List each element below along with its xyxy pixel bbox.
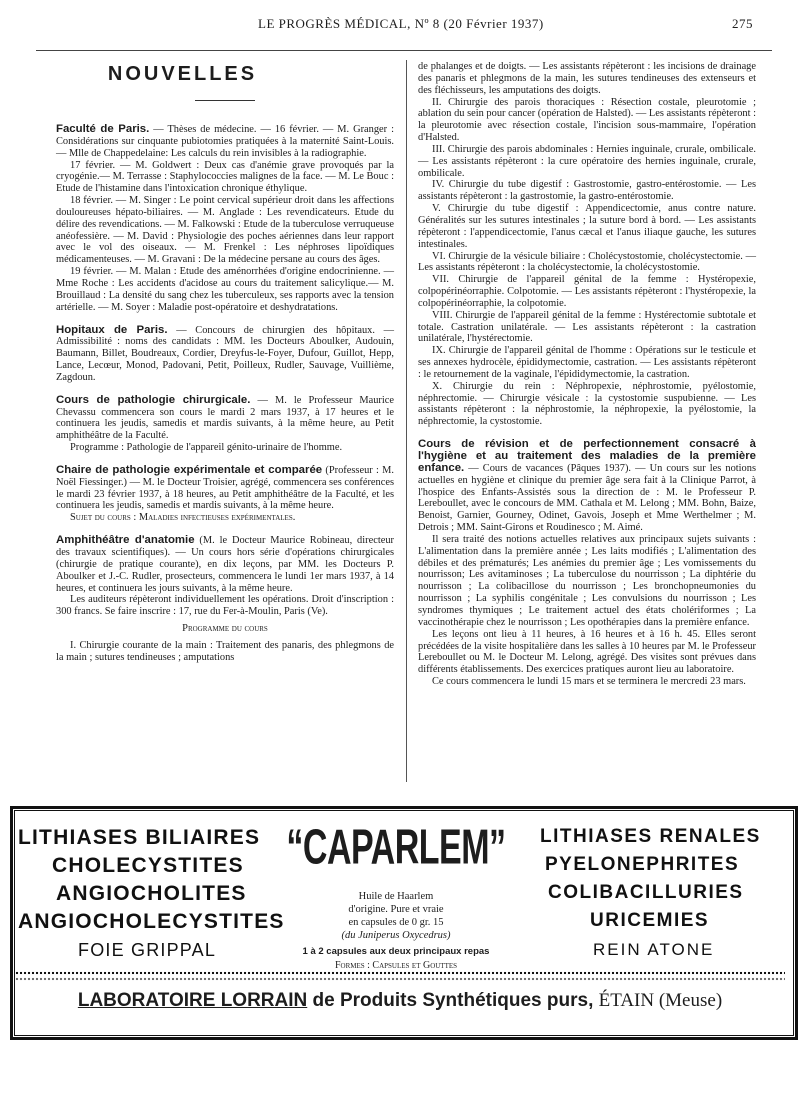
chaire-text: (Professeur : M. Noël Fiessinger.) — M. le Docteur Troisier, agrégé, commencera ses conférences le mardi 23 février 1937, à 18 heures, au Petit amphithéâtre de la Faculté, et les continuera les jeudis, samedis et mardis suivants, à la même heure. bbox=[56, 464, 395, 512]
programme-item: V. Chirurgie du tube digestif : Appendicectomie, anus contre nature. Généralités sur les sutures intestinales ; la suture bord à bord. — Les assistants répèteront : l'appendicectomie, l'anus cæcal et l'anus iliaque gauche, les sutures intestinales. bbox=[418, 203, 756, 250]
ad-left-line-5: FOIE GRIPPAL bbox=[78, 940, 217, 960]
revision-schedule: Les leçons ont lieu à 11 heures, à 16 heures et à 16 h. 45. Elles seront précédées de la visite hospitalière dans les salles à 10 heures par M. le Professeur Lereboullet ou M. le Docteur M. Lelong, agrégé. Des visites sont prévues dans différents établissements. Des exercices pratiques auront lieu au laboratoire. bbox=[418, 628, 756, 676]
ad-formes: Formes : Capsules et Gouttes bbox=[334, 960, 458, 971]
amphi-text: (M. le Docteur Maurice Robineau, directeur des travaux scientifiques). — Un cours hors série d'opérations chirurgicales (chirurgie de pratique courante), en dix leçons, par MM. les Docteurs P. Aboulker et J.-C. Rudler, prosecteurs, commencera le lundi 1er mars 1937, à 14 heures, et continuera les jours suivants, à la même heure. bbox=[56, 535, 394, 594]
chaire-paragraph bbox=[56, 465, 394, 512]
programme-item: III. Chirurgie des parois abdominales : Hernies inguinale, crurale, ombilicale. — Les assistants répèteront : la cure opératoire des hernies inguinale, crurale, ombilicale. bbox=[418, 143, 756, 179]
pathologie-paragraph bbox=[56, 395, 394, 442]
programme-item: VI. Chirurgie de la vésicule biliaire : Cholécystostomie, cholécystectomie. — Les assistants répèteront : la cholécystectomie, la cholécystostomie. bbox=[418, 250, 756, 274]
dotted-rule bbox=[15, 977, 785, 981]
lab-name: LABORATOIRE LORRAIN bbox=[77, 990, 308, 1011]
revision-heading: Cours de révision et de perfectionnement consacré à l'hygiène et au traitement des maladies de la première enfance. bbox=[418, 438, 756, 474]
brand-logo: “CAPARLEM” bbox=[286, 820, 506, 876]
revision-subjects: Il sera traité des notions actuelles relatives aux principaux sujets suivants : L'alimentation dans la première année ; Les laits modifiés ; L'alimentation des débiles et des prématurés; Les anémies du premier âge ; Les vomissements du nourrisson; Les avitaminoses ; La tuberculose du nourrisson ; La diphtérie du nourrisson ; La colibacillose du nourrisson ; Les bronchopneumonies du nourrisson ; La syphilis congénitale ; Les convulsions du nourrisson ; Les syndromes thymiques ; Le traitement actuel des états cholériformes ; La vaccinothérapie chez le nourrisson ; Les opothérapies dans la première enfance. bbox=[418, 533, 756, 628]
ad-right-line-3: COLIBACILLURIES bbox=[548, 882, 744, 903]
header-rule bbox=[36, 50, 772, 51]
hopitaux-heading: Hopitaux de Paris. bbox=[56, 323, 168, 336]
ad-right-line-4: URICEMIES bbox=[590, 910, 710, 931]
faculte-paragraph bbox=[56, 124, 394, 160]
faculte-19: 19 février. — M. Malan : Etude des aménorrhées d'origine endocrinienne. — Mme Roche : Les accidents d'acidose au cours du traitement salicylique.— M. Brouillaud : La densité du sang chez les tuberculeux, ses rapports avec la tension artérielle. — M. Soyer : Maladie post-opératoire et deshydratations. bbox=[56, 266, 394, 313]
amphi-auditeurs: Les auditeurs répèteront individuellement les opérations. Droit d'inscription : 300 francs. Se faire inscrire : 17, rue du Fer-à-Moulin, Paris (Ve). bbox=[56, 594, 394, 618]
hopitaux-text: — Concours de chirurgien des hôpitaux. — Admissibilité : noms des candidats : MM. les Docteurs Aboulker, Audouin, Baumann, Billet, Boudreaux, Cordier, Dreyfus-le-Foyer, Dufour, Guillot, Hepp, Lance, Lecœur, Monod, Padovani, Petit, Poilleux, Rudler, Sauvage, Vuillième, Zagdoun. bbox=[56, 324, 395, 383]
programme-item: IV. Chirurgie du tube digestif : Gastrostomie, gastro-entérostomie. — Les assistants répèteront : la gastrostomie, la gastro-entérostomie. bbox=[418, 179, 756, 203]
ad-desc-4: (du Juniperus Oxycedrus) bbox=[341, 930, 451, 941]
faculte-text: — Thèses de médecine. — 16 février. — M. Granger : Considérations sur cinquante pubiotomies pratiquées à la maternité Saint-Louis. — Mlle de Chappedelaine: Les calculs du rein invisibles à la radiographie. bbox=[56, 124, 394, 159]
lab-place: ÉTAIN (Meuse) bbox=[598, 990, 723, 1011]
revision-paragraph bbox=[418, 439, 756, 534]
ad-right-line-1: LITHIASES RENALES bbox=[540, 826, 761, 847]
laboratory-line bbox=[40, 990, 760, 1012]
ad-left-line-1: LITHIASES BILIAIRES bbox=[18, 826, 261, 849]
faculte-17: 17 février. — M. Goldwert : Deux cas d'anémie grave provoqués par la cryogénie.— M. Terrasse : Staphylococcies malignes de la face. — M. Le Bouc : Etude de l'histamine dans l'intoxication chronique éthylique. bbox=[56, 159, 394, 195]
programme-item: IX. Chirurgie de l'appareil génital de l'homme : Opérations sur le testicule et ses annexes hydrocèle, épididymectomie, castration. — Les assistants répèteront : le retournement de la vaginale, l'épididymectomie, la castration. bbox=[418, 345, 756, 380]
ad-right-line-2: PYELONEPHRITES bbox=[545, 854, 740, 875]
ad-desc-1: Huile de Haarlem bbox=[358, 891, 434, 902]
column-divider bbox=[406, 60, 407, 782]
ad-left-line-3: ANGIOCHOLITES bbox=[56, 882, 247, 905]
ad-left-line-2: CHOLECYSTITES bbox=[52, 854, 244, 877]
left-column bbox=[56, 124, 394, 664]
ad-right-line-5: REIN ATONE bbox=[593, 940, 715, 959]
programme-item: VII. Chirurgie de l'appareil génital de la femme : Hystéropexie, colpopérinéorraphie. Colpotomie. — Les assistants répèteront : l'hystéropexie, la colpopérinéorraphie, la colpotomie. bbox=[418, 274, 756, 309]
programme-continuation: de phalanges et de doigts. — Les assistants répèteront : les incisions de drainage des panaris et phlegmons de la main, les sutures tendineuses des extenseurs et des fléchisseurs, les amputations des doigts. bbox=[418, 61, 756, 96]
hopitaux-paragraph bbox=[56, 325, 394, 384]
ad-dosage: 1 à 2 capsules aux deux principaux repas bbox=[302, 946, 490, 957]
programme-item: X. Chirurgie du rein : Néphropexie, néphrostomie, pyélostomie, néphrectomie. — Chirurgie vésicale : la cystostomie suspubienne. — Les assistants répèteront : la néphrostomie, la néphropexie, la pyélostomie, la néphrectomie, la cystostomie. bbox=[418, 380, 756, 428]
title-rule bbox=[195, 100, 255, 101]
section-title: NOUVELLES bbox=[107, 63, 258, 85]
ad-desc-2: d'origine. Pure et vraie bbox=[348, 904, 444, 915]
programme-item: VIII. Chirurgie de l'appareil génital de la femme : Hystérectomie subtotale et totale. Castration unilatérale. — Les assistants répèteront : la castration unilatérale, l'hystérectomie. bbox=[418, 309, 756, 345]
lab-description: de Produits Synthétiques purs, bbox=[307, 990, 599, 1011]
revision-text: — Cours de vacances (Pâques 1937). — Un cours sur les notions actuelles en hygiène et clinique du premier âge sera fait à la Clinique Parrot, à l'hospice des Enfants-Assistés sous la direction de : M. le Professeur P. Lereboullet, avec le concours de MM. Cathala et M. Lelong ; MM. Bohn, Baize, Benoist, Garnier, Gourney, Odinet, Gavois, Joseph et Mme Werthelmer ; M. Detrois ; MM. Saint-Girons et Roudinesco ; M. Aimé. bbox=[418, 462, 756, 534]
pathologie-heading: Cours de pathologie chirurgicale. bbox=[56, 393, 251, 406]
programme-item: II. Chirurgie des parois thoraciques : Résection costale, pleurotomie ; ablation du sein pour cancer (opération de Halsted). — Les assistants répèteront : la pleurotomie avec résection costale, l'incision sous-mammaire, l'opération d'Halsted. bbox=[418, 96, 756, 144]
pathologie-text: — M. le Professeur Maurice Chevassu commencera son cours le mardi 2 mars 1937, à 17 heures et le continuera les jeudis, samedis et mardis suivants, à la même heure, au Petit amphithéâtre de la Faculté. bbox=[56, 394, 394, 442]
revision-dates: Ce cours commencera le lundi 15 mars et se terminera le mercredi 23 mars. bbox=[432, 676, 746, 688]
page-number: 275 bbox=[732, 16, 753, 31]
chaire-heading: Chaire de pathologie expérimentale et comparée bbox=[56, 463, 323, 476]
pathologie-programme: Programme : Pathologie de l'appareil génito-urinaire de l'homme. bbox=[70, 442, 343, 454]
running-header: LE PROGRÈS MÉDICAL, Nº 8 (20 Février 1937) bbox=[258, 16, 544, 31]
amphi-paragraph bbox=[56, 535, 394, 594]
programme-title: Programme du cours bbox=[182, 623, 268, 635]
faculte-18: 18 février. — M. Singer : Le point cervical supérieur droit dans les affections douloureuses hépato-biliaires. — M. Anglade : Les revendicateurs. Etude du délire des revendications. — M. Falkowski : Etude de la tuberculose verruqueuse anéofessière. — M. David : Physiologie des poches aériennes dans leur rapport avec le vol des oiseaux. — M. Frenkel : Les néphroses lipoïdiques médicamenteuses. — M. Gravani : De la médecine persane au cours des âges. bbox=[56, 195, 394, 266]
ad-left-line-4: ANGIOCHOLECYSTITES bbox=[18, 910, 285, 933]
faculte-heading: Faculté de Paris. bbox=[56, 123, 150, 135]
programme-item-1: I. Chirurgie courante de la main : Traitement des panaris, des phlegmons de la main ; sutures tendineuses ; amputations bbox=[56, 639, 394, 663]
dotted-rule bbox=[15, 971, 785, 975]
amphi-heading: Amphithéâtre d'anatomie bbox=[56, 534, 195, 547]
right-column bbox=[418, 61, 756, 688]
ad-desc-3: en capsules de 0 gr. 15 bbox=[348, 917, 444, 928]
chaire-sujet: Sujet du cours : Maladies infectieuses expérimentales. bbox=[70, 512, 296, 524]
